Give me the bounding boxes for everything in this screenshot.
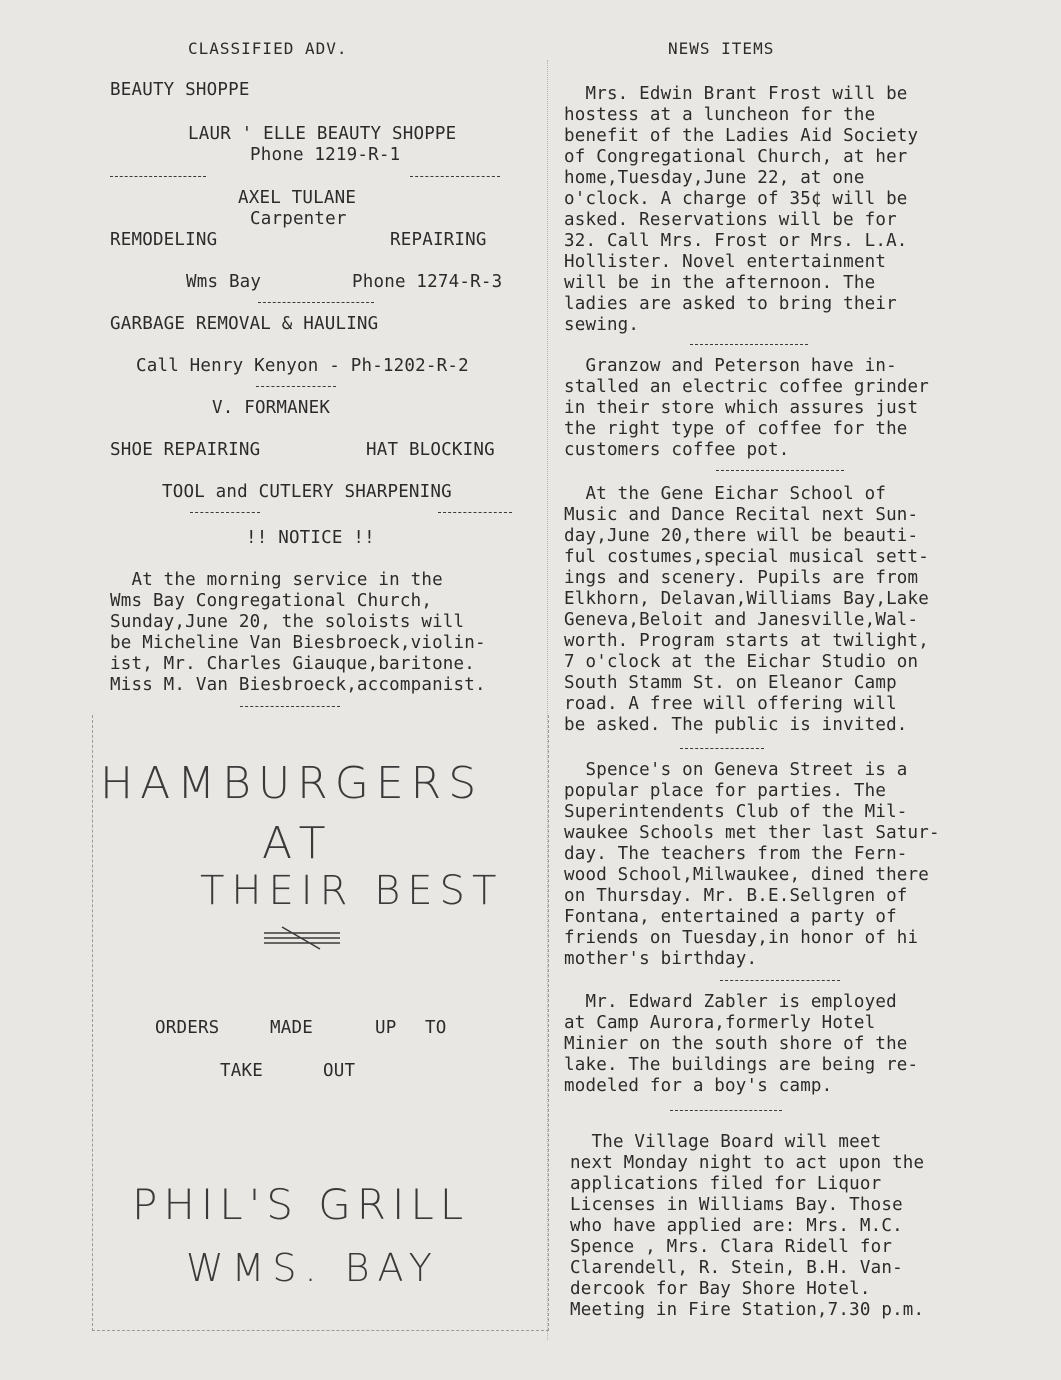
news-line: Music and Dance Recital next Sun- bbox=[564, 505, 919, 525]
notice-line: Miss M. Van Biesbroeck,accompanist. bbox=[110, 675, 486, 695]
news-line: 32. Call Mrs. Frost or Mrs. L.A. bbox=[564, 231, 908, 251]
news-line: dercook for Bay Shore Hotel. bbox=[570, 1279, 871, 1299]
carpenter-service-left: REMODELING bbox=[110, 230, 218, 250]
carpenter-service-right: REPAIRING bbox=[390, 230, 487, 250]
take-word: TAKE bbox=[220, 1061, 263, 1081]
news-line: who have applied are: Mrs. M.C. bbox=[570, 1216, 903, 1236]
news-line: Fontana, entertained a party of bbox=[564, 907, 897, 927]
shoe-tool-service: TOOL and CUTLERY SHARPENING bbox=[162, 482, 452, 502]
news-line: home,Tuesday,June 22, at one bbox=[564, 168, 865, 188]
news-line: stalled an electric coffee grinder bbox=[564, 377, 930, 397]
orders-word-3: UP bbox=[375, 1018, 397, 1038]
news-line: Elkhorn, Delavan,Williams Bay,Lake bbox=[564, 589, 930, 609]
notice-title: !! NOTICE !! bbox=[246, 528, 375, 548]
news-line: benefit of the Ladies Aid Society bbox=[564, 126, 919, 146]
divider bbox=[680, 748, 764, 749]
news-line: Mrs. Edwin Brant Frost will be bbox=[564, 84, 908, 104]
out-word: OUT bbox=[323, 1061, 356, 1081]
grill-town: WMS. BAY bbox=[186, 1246, 440, 1290]
shoe-service-left: SHOE REPAIRING bbox=[110, 440, 261, 460]
orders-word-4: TO bbox=[425, 1018, 447, 1038]
news-line: ings and scenery. Pupils are from bbox=[564, 568, 919, 588]
news-line: the right type of coffee for the bbox=[564, 419, 908, 439]
news-line: hostess at a luncheon for the bbox=[564, 105, 876, 125]
notice-line: At the morning service in the bbox=[110, 570, 443, 590]
news-line: Licenses in Williams Bay. Those bbox=[570, 1195, 903, 1215]
divider bbox=[438, 512, 512, 513]
notice-line: be Micheline Van Biesbroeck,violin- bbox=[110, 633, 486, 653]
news-line: o'clock. A charge of 35¢ will be bbox=[564, 189, 908, 209]
news-line: At the Gene Eichar School of bbox=[564, 484, 887, 504]
carpenter-phone: Phone 1274-R-3 bbox=[352, 272, 503, 292]
news-line: Hollister. Novel entertainment bbox=[564, 252, 887, 272]
news-line: sewing. bbox=[564, 315, 640, 335]
divider bbox=[410, 176, 500, 177]
grill-headline-1: HAMBURGERS bbox=[100, 758, 484, 809]
garbage-title: GARBAGE REMOVAL & HAULING bbox=[110, 314, 379, 334]
news-line: modeled for a boy's camp. bbox=[564, 1076, 833, 1096]
garbage-contact: Call Henry Kenyon - Ph-1202-R-2 bbox=[136, 356, 469, 376]
news-line: waukee Schools met ther last Satur- bbox=[564, 823, 940, 843]
news-line: road. A free will offering will bbox=[564, 694, 897, 714]
shoe-shop-name: V. FORMANEK bbox=[212, 398, 331, 418]
orders-word-1: ORDERS bbox=[155, 1018, 220, 1038]
divider bbox=[670, 1110, 782, 1111]
news-line: friends on Tuesday,in honor of hi bbox=[564, 928, 919, 948]
divider bbox=[240, 706, 340, 707]
divider bbox=[258, 302, 374, 303]
orders-word-2: MADE bbox=[270, 1018, 313, 1038]
notice-line: Sunday,June 20, the soloists will bbox=[110, 612, 465, 632]
news-heading: NEWS ITEMS bbox=[668, 39, 775, 58]
news-line: Meeting in Fire Station,7.30 p.m. bbox=[570, 1300, 925, 1320]
news-line: lake. The buildings are being re- bbox=[564, 1055, 919, 1075]
news-line: Spence , Mrs. Clara Ridell for bbox=[570, 1237, 893, 1257]
notice-line: ist, Mr. Charles Giauque,baritone. bbox=[110, 654, 476, 674]
divider bbox=[190, 512, 260, 513]
news-line: Spence's on Geneva Street is a bbox=[564, 760, 908, 780]
news-line: Granzow and Peterson have in- bbox=[564, 356, 897, 376]
carpenter-town: Wms Bay bbox=[186, 272, 262, 292]
grill-name: PHIL'S GRILL bbox=[132, 1180, 470, 1229]
news-line: Geneva,Beloit and Janesville,Wal- bbox=[564, 610, 919, 630]
news-line: at Camp Aurora,formerly Hotel bbox=[564, 1013, 876, 1033]
grill-headline-3: THEIR BEST bbox=[200, 868, 504, 914]
news-line: applications filed for Liquor bbox=[570, 1174, 882, 1194]
news-line: mother's birthday. bbox=[564, 949, 758, 969]
divider bbox=[720, 980, 840, 981]
news-line: day,June 20,there will be beauti- bbox=[564, 526, 919, 546]
news-line: Minier on the south shore of the bbox=[564, 1034, 908, 1054]
divider bbox=[690, 344, 808, 345]
news-line: next Monday night to act upon the bbox=[570, 1153, 925, 1173]
grill-headline-2: AT bbox=[262, 818, 336, 869]
news-line: The Village Board will meet bbox=[570, 1132, 882, 1152]
news-line: Mr. Edward Zabler is employed bbox=[564, 992, 897, 1012]
news-line: ful costumes,special musical sett- bbox=[564, 547, 930, 567]
beauty-category: BEAUTY SHOPPE bbox=[110, 80, 250, 100]
divider bbox=[716, 470, 844, 471]
news-line: customers coffee pot. bbox=[564, 440, 790, 460]
news-line: worth. Program starts at twilight, bbox=[564, 631, 930, 651]
news-line: day. The teachers from the Fern- bbox=[564, 844, 908, 864]
news-line: in their store which assures just bbox=[564, 398, 919, 418]
news-line: South Stamm St. on Eleanor Camp bbox=[564, 673, 897, 693]
shoe-service-right: HAT BLOCKING bbox=[366, 440, 495, 460]
news-line: Clarendell, R. Stein, B.H. Van- bbox=[570, 1258, 903, 1278]
divider bbox=[110, 176, 206, 177]
carpenter-title: Carpenter bbox=[250, 209, 347, 229]
news-line: Superintendents Club of the Mil- bbox=[564, 802, 908, 822]
news-line: on Thursday. Mr. B.E.Sellgren of bbox=[564, 886, 908, 906]
carpenter-name: AXEL TULANE bbox=[238, 188, 357, 208]
news-line: will be in the afternoon. The bbox=[564, 273, 876, 293]
news-line: popular place for parties. The bbox=[564, 781, 887, 801]
news-line: 7 o'clock at the Eichar Studio on bbox=[564, 652, 919, 672]
decorative-scribble bbox=[262, 925, 342, 951]
classified-heading: CLASSIFIED ADV. bbox=[188, 39, 348, 58]
news-line: asked. Reservations will be for bbox=[564, 210, 897, 230]
divider bbox=[256, 386, 336, 387]
beauty-name: LAUR ' ELLE BEAUTY SHOPPE bbox=[188, 124, 457, 144]
news-line: ladies are asked to bring their bbox=[564, 294, 897, 314]
news-line: of Congregational Church, at her bbox=[564, 147, 908, 167]
news-line: wood School,Milwaukee, dined there bbox=[564, 865, 930, 885]
news-line: be asked. The public is invited. bbox=[564, 715, 908, 735]
notice-line: Wms Bay Congregational Church, bbox=[110, 591, 433, 611]
beauty-phone: Phone 1219-R-1 bbox=[250, 145, 401, 165]
